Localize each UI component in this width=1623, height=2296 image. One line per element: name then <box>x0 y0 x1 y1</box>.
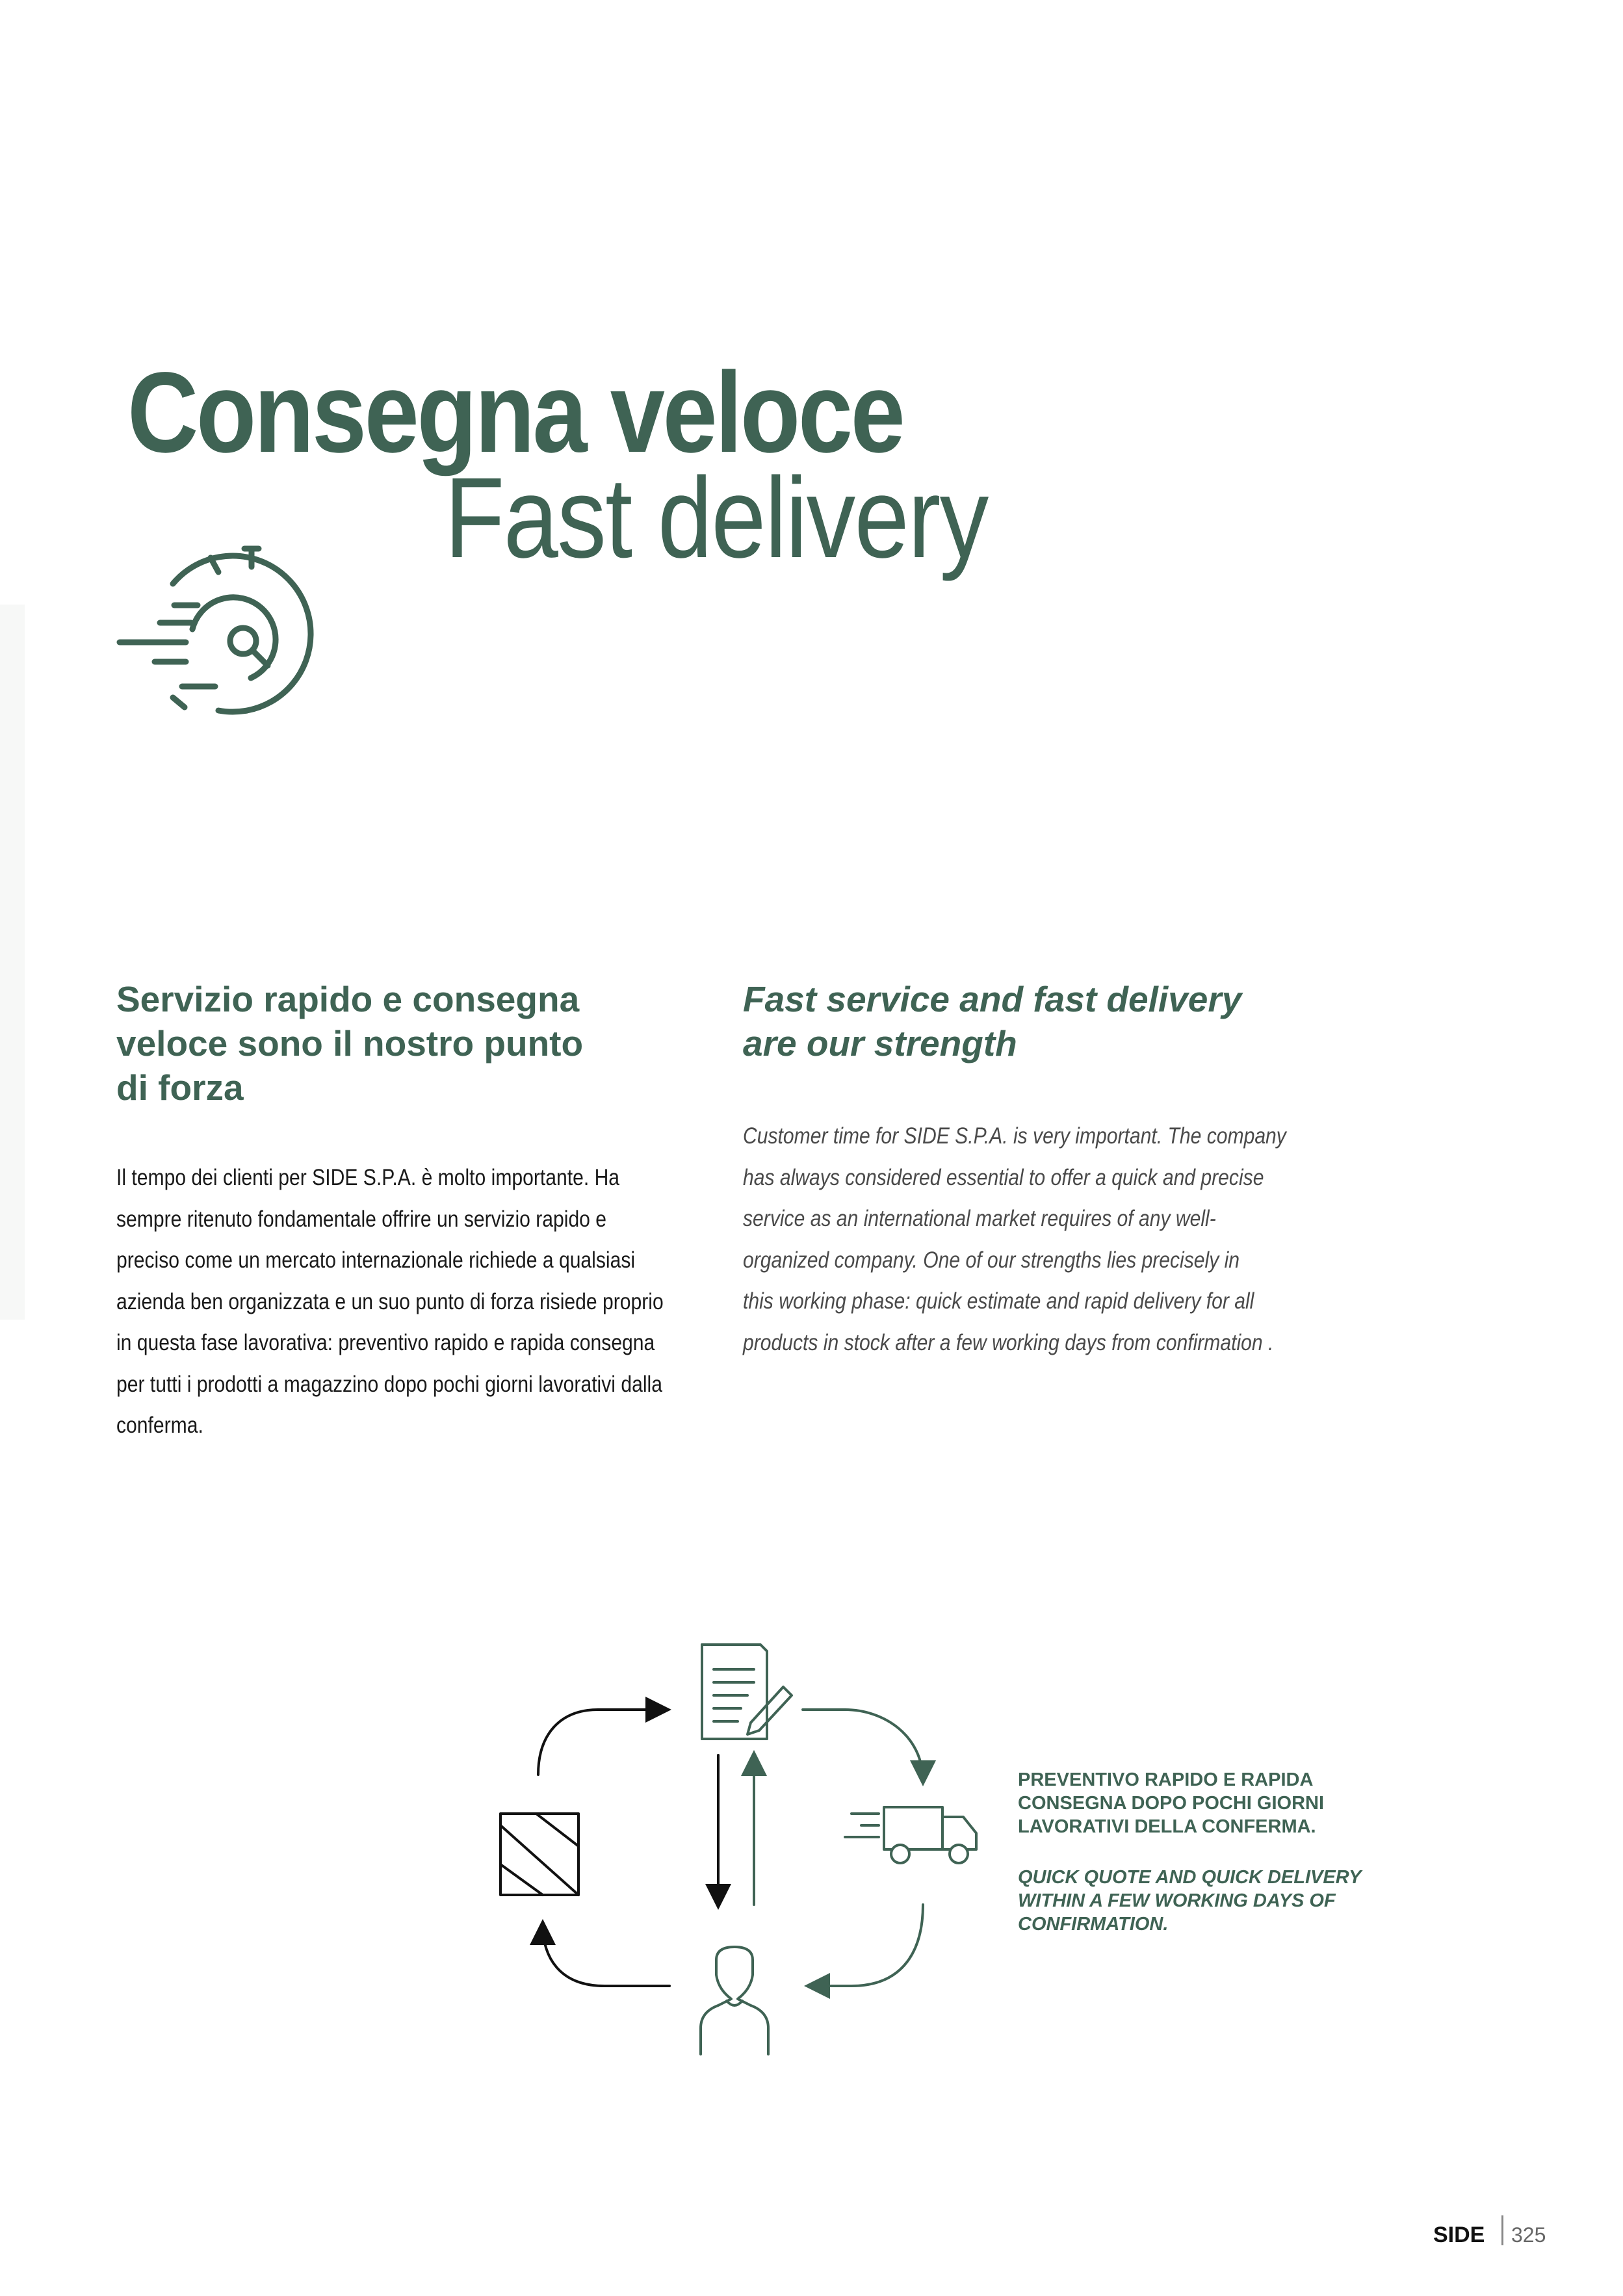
body-italian-line: sempre ritenuto fondamentale offrire un servizio rapido e <box>116 1206 607 1232</box>
body-english-line: Customer time for SIDE S.P.A. is very important. The company <box>743 1123 1286 1149</box>
footer-brand: SIDE <box>1433 2223 1485 2247</box>
body-english <box>743 1115 1302 1363</box>
heading-english-line: Fast service and fast delivery <box>743 979 1242 1019</box>
fast-stopwatch-search-icon <box>114 545 329 733</box>
page-number: 325 <box>1511 2223 1546 2247</box>
heading-english <box>743 977 1328 1065</box>
body-italian <box>116 1157 709 1446</box>
body-italian-line: conferma. <box>116 1413 203 1438</box>
diagram-note-italian-line: PREVENTIVO RAPIDO E RAPIDA <box>1018 1769 1314 1790</box>
body-italian-line: in questa fase lavorativa: preventivo rapido e rapida consegna <box>116 1330 655 1355</box>
body-english-line: has always considered essential to offer a quick and precise <box>743 1164 1264 1190</box>
body-english-line: products in stock after a few working days from confirmation . <box>743 1329 1274 1355</box>
diagram-note-italian-line: CONSEGNA DOPO POCHI GIORNI <box>1018 1793 1325 1814</box>
diagram-note-english-line: WITHIN A FEW WORKING DAYS OF <box>1018 1890 1336 1911</box>
process-cycle-diagram <box>481 1619 1001 2074</box>
diagram-note-italian <box>1018 1768 1434 1838</box>
body-italian-line: Il tempo dei clienti per SIDE S.P.A. è molto importante. Ha <box>116 1165 620 1190</box>
diagram-note-italian-line: LAVORATIVI DELLA CONFERMA. <box>1018 1816 1316 1837</box>
title-italian: Consegna veloce <box>127 349 903 476</box>
heading-italian-line: veloce sono il nostro punto <box>116 1023 584 1063</box>
body-english-line: service as an international market requires of any well- <box>743 1206 1216 1231</box>
body-english-line: organized company. One of our strengths lies precisely in <box>743 1247 1240 1273</box>
delivery-truck-icon <box>845 1807 976 1863</box>
diagram-note-english <box>1018 1866 1434 1936</box>
document-edit-icon <box>702 1645 792 1739</box>
diagram-note-english-line: QUICK QUOTE AND QUICK DELIVERY <box>1018 1867 1362 1888</box>
heading-english-line: are our strength <box>743 1023 1017 1063</box>
side-logo-icon <box>500 1814 578 1895</box>
heading-italian-line: Servizio rapido e consegna <box>116 979 580 1019</box>
footer-divider <box>1501 2215 1503 2245</box>
body-italian-line: azienda ben organizzata e un suo punto di forza risiede proprio <box>116 1288 664 1314</box>
body-italian-line: per tutti i prodotti a magazzino dopo pochi giorni lavorativi dalla <box>116 1371 662 1397</box>
page-edge-marker <box>0 605 25 1320</box>
heading-italian-line: di forza <box>116 1067 244 1108</box>
diagram-note-english-line: CONFIRMATION. <box>1018 1914 1169 1935</box>
customer-person-icon <box>701 1947 768 2054</box>
body-english-line: this working phase: quick estimate and rapid delivery for all <box>743 1288 1254 1314</box>
body-italian-line: preciso come un mercato internazionale richiede a qualsiasi <box>116 1247 636 1273</box>
title-english: Fast delivery <box>445 454 988 582</box>
heading-italian <box>116 977 701 1110</box>
